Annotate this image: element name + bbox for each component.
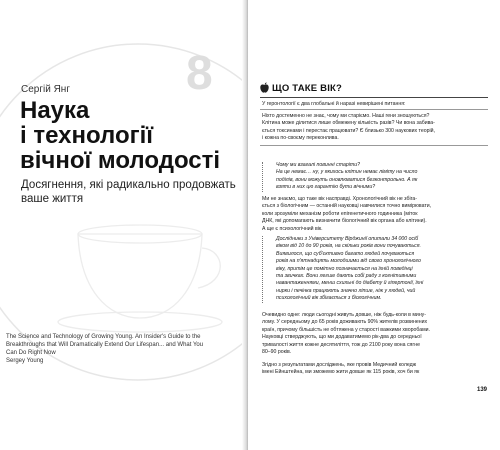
quote-block-1	[262, 162, 490, 192]
author-name: Сергій Янг	[21, 84, 70, 95]
text-line: віку, притім це помітно позначається на їхній поведінці	[276, 265, 413, 272]
text-line: Науковці стверджують, що ми додаватимемо рік-два до середньої	[262, 334, 422, 341]
text-line: На це немає… ну, у якихось клітин немає ліміту на число	[276, 169, 418, 176]
text-line: Чому ми взагалі повинні старіти?	[276, 162, 360, 168]
text-line: поділів, вони можуть оновлюватися безконтрольно. А як	[276, 176, 418, 183]
right-page	[248, 0, 500, 450]
apple-icon	[260, 82, 269, 93]
text-line: взяти в них цю гарантію бути вічними?	[276, 184, 376, 191]
paragraph-1	[262, 113, 492, 143]
text-line: нирки і печінка працюють значно ліпше, ніж у людей, чий	[276, 287, 416, 294]
text-line: психологічний вік збігається з біологічним.	[276, 295, 382, 302]
divider	[260, 109, 488, 110]
quote-block-2	[262, 236, 490, 303]
section-divider	[260, 97, 488, 98]
chapter-number: 8	[186, 47, 213, 100]
credits-line: Breakthroughs that Will Dramatically Extend Our Lifespan... and What You	[6, 342, 204, 348]
text-line: ється токсинами і перестає працювати? Є близько 300 наукових теорій,	[262, 127, 436, 134]
text-line: Дослідники з Університету Вірджинії опитали 34 000 осіб	[276, 236, 419, 242]
subtitle-line: ваше життя	[21, 193, 84, 205]
credits-line: Sergey Young	[6, 358, 44, 364]
credits-line: The Science and Technology of Growing Young. An Insider's Guide to the	[6, 334, 201, 340]
subtitle-line: Досягнення, які радикально продовжать	[21, 179, 236, 191]
text-line: Клітина може ділитися лише обмежену кількість разів? Чи вона забива-	[262, 120, 435, 127]
title-line: Наука	[20, 97, 90, 124]
title-line: вічної молодості	[20, 147, 221, 174]
left-page	[0, 0, 246, 450]
text-line: віком від 10 до 90 років, на скільки років вони почуваються.	[276, 243, 421, 250]
text-line: Ми не знаємо, що таке вік насправді. Хронологічний вік не збіга-	[262, 196, 417, 202]
text-line: і кожна по-своєму переконлива.	[262, 135, 339, 142]
original-edition-credits	[6, 333, 238, 365]
text-line: А ще є психологічний вік.	[262, 225, 323, 232]
text-line: Ніхто достеменно не знає, чому ми старіємо. Наші гени зношуються?	[262, 113, 430, 119]
text-line: У геронтології є два глобальні й наразі невирішені питання:	[262, 101, 406, 107]
paragraph-3	[262, 312, 492, 356]
text-line: ДНК, які допомагають визначити біологічний вік органа або клітини).	[262, 218, 427, 225]
book-title	[20, 98, 235, 173]
title-line: і технології	[20, 122, 154, 149]
paragraph-4	[262, 362, 492, 377]
text-line: та звичках. Вони легше дають собі раду з когнітивними	[276, 273, 417, 280]
book-subtitle	[21, 178, 241, 206]
text-line: Виявилося, що суб'єктивно багато людей почуваються	[276, 250, 415, 257]
credits-line: Can Do Right Now	[6, 350, 56, 356]
section-title: ЩО ТАКЕ ВІК?	[272, 83, 343, 94]
text-line: навантаженнями, менш схильні до діабету й гіпертонії, їхні	[276, 280, 424, 287]
text-line: коли зрозуміли механізм роботи епігенетичного годинника (міток	[262, 210, 418, 217]
text-line: імені Ейнштейна, ми зможемо жити довше як 115 років, хоч би як	[262, 369, 420, 376]
divider	[260, 145, 488, 146]
intro-paragraph	[262, 101, 492, 108]
paragraph-2	[262, 196, 492, 233]
text-line: 80–90 років.	[262, 349, 292, 356]
text-line: ється з біологічним — останній науковці навчилися точно вимірювати,	[262, 203, 432, 210]
text-line: років на п'ятнадцять молодшими від свого хронологічного	[276, 258, 421, 265]
text-line: тривалості життя кожне десятиліття, тож до 2100 року вона сягне	[262, 341, 421, 348]
text-line: лому. У середньому до 65 років доживають 90% жителів розвинених	[262, 319, 428, 326]
text-line: країн, причому більшість не обтяжена у старості важкими хворобами.	[262, 326, 431, 333]
text-line: Згідно з результатами досліджень, яке провів Медичний коледж	[262, 362, 417, 368]
page-number: 139	[477, 387, 488, 393]
text-line: Очевидно одне: люди сьогодні живуть довше, ніж будь-коли в мину-	[262, 312, 427, 318]
